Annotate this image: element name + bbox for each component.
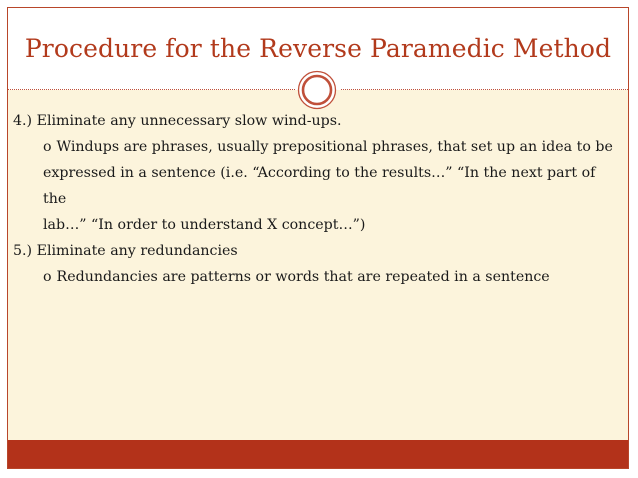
sub-bullet-line (13, 264, 613, 290)
sub-bullet-line (13, 134, 613, 160)
slide-title: Procedure for the Reverse Paramedic Method (24, 34, 612, 63)
slide-content (13, 108, 613, 290)
sub-line-continuation: expressed in a sentence (i.e. “According to the results…” “In the next part of the (43, 165, 596, 207)
bullet-marker: o (43, 139, 52, 155)
footer-bar (8, 440, 628, 468)
bullet-marker: o (43, 269, 52, 285)
sub-text: Windups are phrases, usually prepositional phrases, that set up an idea to be (56, 139, 613, 155)
sub-text: Redundancies are patterns or words that are repeated in a sentence (56, 269, 550, 285)
divider-right (341, 89, 628, 90)
list-item-4: 4.) Eliminate any unnecessary slow wind-ups. (13, 113, 342, 129)
sub-line-continuation: lab…” “In order to understand X concept…”) (43, 217, 366, 233)
list-item-5: 5.) Eliminate any redundancies (13, 243, 238, 259)
circle-ornament-icon (297, 70, 337, 110)
divider-left (8, 89, 295, 90)
